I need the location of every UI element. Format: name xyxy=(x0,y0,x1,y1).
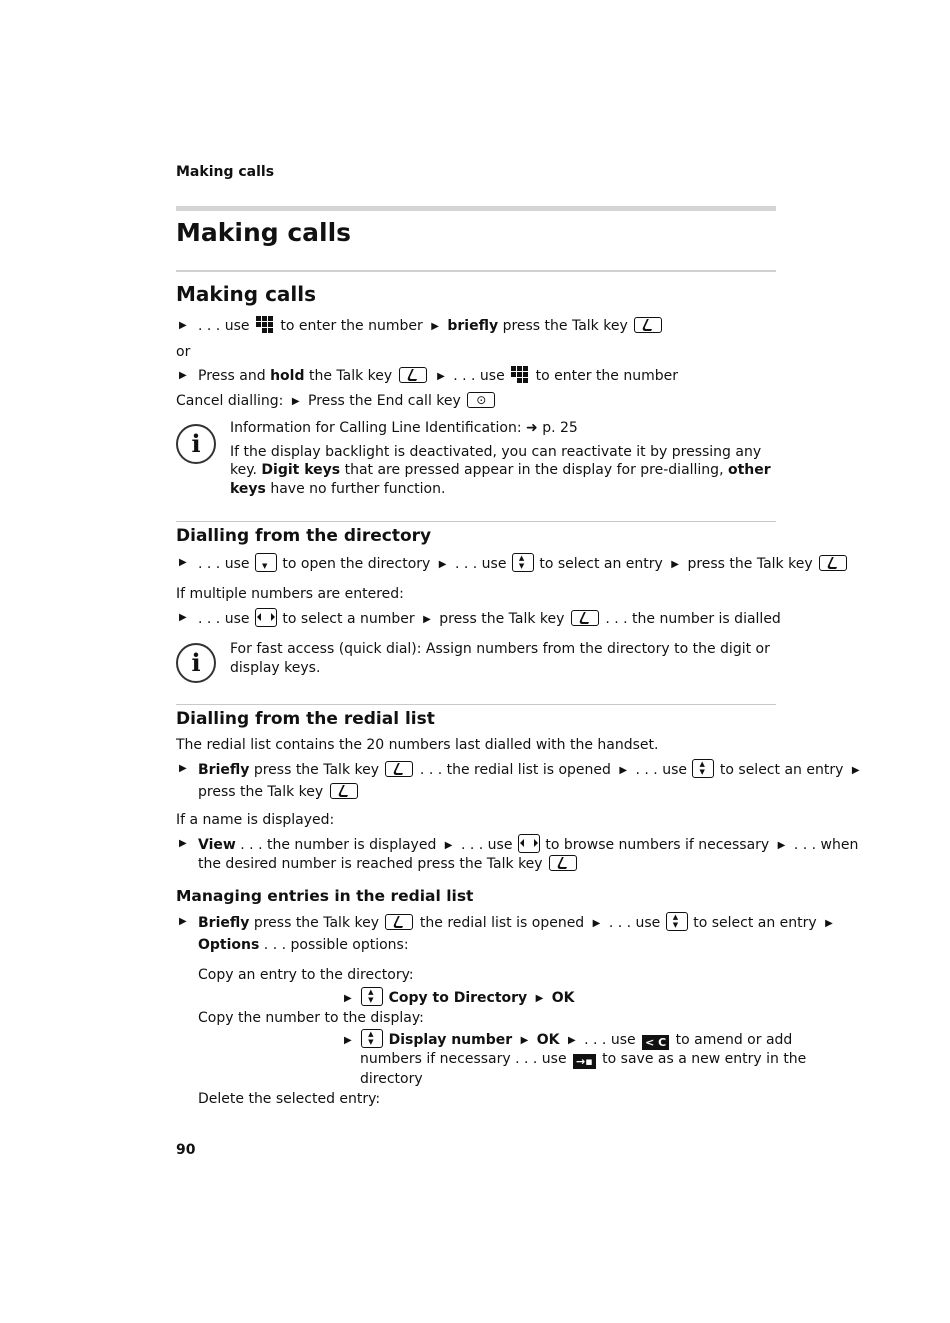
end-call-key-icon xyxy=(467,392,495,408)
talk-key-icon xyxy=(330,783,358,799)
arrow-icon: ▶ xyxy=(520,1035,529,1046)
bullet-arrow-icon: ▶ xyxy=(179,370,187,381)
bullet-arrow-icon: ▶ xyxy=(179,763,187,774)
copy-number-step: ▶ ▲ ▼ Display number ▶ OK ▶ . . . use < C to amend or add numbers if necessary . . . use →▪ to save as a new entry in the directory xyxy=(340,1029,776,1091)
section-title-making-calls: Making calls xyxy=(176,282,317,306)
step-open-redial: ▶ Briefly press the Talk key . . . the redial list is opened ▶ . . . use ▲ ▼ to select an entry ▶ press the Talk key xyxy=(176,759,776,803)
arrow-icon: ▶ xyxy=(619,765,628,776)
section-rule xyxy=(176,521,776,522)
reference-arrow-icon: ➜ xyxy=(526,420,538,436)
or-text: or xyxy=(176,344,191,360)
copy-entry-step: ▶ ▲ ▼ Copy to Directory ▶ OK xyxy=(340,987,575,1009)
control-key-left-right-icon xyxy=(518,834,540,853)
arrow-icon: ▶ xyxy=(344,1035,352,1046)
delete-entry-label: Delete the selected entry: xyxy=(198,1091,381,1107)
chapter-title: Making calls xyxy=(176,218,352,247)
arrow-icon: ▶ xyxy=(851,765,860,776)
arrow-icon: ▶ xyxy=(344,993,352,1004)
keypad-icon xyxy=(511,366,529,384)
bullet-arrow-icon: ▶ xyxy=(179,916,187,927)
arrow-icon: ▶ xyxy=(592,918,601,929)
arrow-icon: ▶ xyxy=(437,371,445,382)
chapter-rule xyxy=(176,206,776,211)
talk-key-icon xyxy=(634,317,662,333)
arrow-icon: ▶ xyxy=(777,840,786,851)
multiple-numbers-text: If multiple numbers are entered: xyxy=(176,586,404,602)
name-displayed-text: If a name is displayed: xyxy=(176,812,335,828)
arrow-icon: ▶ xyxy=(291,396,300,407)
section-rule xyxy=(176,270,776,272)
arrow-icon: ▶ xyxy=(431,321,439,332)
step-select-number: ▶ . . . use to select a number ▶ press the Talk key . . . the number is dialled xyxy=(176,608,776,628)
bullet-arrow-icon: ▶ xyxy=(179,557,187,568)
arrow-icon: ▶ xyxy=(825,918,833,929)
talk-key-icon xyxy=(399,367,427,383)
control-key-up-down-icon xyxy=(692,759,714,778)
info-icon: i xyxy=(176,643,216,683)
running-header: Making calls xyxy=(176,164,275,180)
control-key-left-right-icon xyxy=(255,608,277,627)
bullet-arrow-icon: ▶ xyxy=(179,838,187,849)
redial-intro: The redial list contains the 20 numbers last dialled with the handset. xyxy=(176,737,659,753)
section-title-redial: Dialling from the redial list xyxy=(176,709,435,729)
arrow-icon: ▶ xyxy=(423,614,431,625)
arrow-icon: ▶ xyxy=(444,840,453,851)
talk-key-icon xyxy=(819,555,847,571)
subsection-title-manage: Managing entries in the redial list xyxy=(176,887,474,905)
talk-key-icon xyxy=(571,610,599,626)
keypad-icon xyxy=(256,316,274,334)
copy-entry-label: Copy an entry to the directory: xyxy=(198,967,414,983)
step-use-keypad: ▶ . . . use to enter the number ▶ briefly press the Talk key xyxy=(176,316,776,336)
bullet-arrow-icon: ▶ xyxy=(179,612,187,623)
info-note-quick-dial: For fast access (quick dial): Assign numbers from the directory to the digit or display keys. xyxy=(230,641,770,676)
control-key-down-icon xyxy=(255,553,277,572)
info-note-clip: Information for Calling Line Identification: ➜ p. 25 If the display backlight is deactivated, you can reactivate it by pressing any key. Digit keys that are pressed appear in the display for pre-dialling, other keys have no further function. xyxy=(230,420,771,497)
bullet-arrow-icon: ▶ xyxy=(179,320,187,331)
info-icon: i xyxy=(176,424,216,464)
step-manage-open: ▶ Briefly press the Talk key the redial list is opened ▶ . . . use ▲ ▼ to select an entry ▶ Options . . . possible options: xyxy=(176,912,776,956)
control-key-up-down-icon xyxy=(361,1029,383,1048)
step-hold-talk-key: ▶ Press and hold the Talk key ▶ . . . use to enter the number xyxy=(176,366,776,386)
cancel-dialling-line: Cancel dialling: ▶ Press the End call key ⊙ xyxy=(176,391,497,412)
talk-key-icon xyxy=(549,855,577,871)
arrow-icon: ▶ xyxy=(671,559,679,570)
page-number: 90 xyxy=(176,1142,196,1158)
talk-key-icon xyxy=(385,914,413,930)
arrow-icon: ▶ xyxy=(567,1035,576,1046)
control-key-up-down-icon xyxy=(361,987,383,1006)
control-key-up-down-icon xyxy=(512,553,534,572)
save-to-directory-key-icon: →▪ xyxy=(573,1054,596,1069)
copy-number-label: Copy the number to the display: xyxy=(198,1010,424,1026)
arrow-icon: ▶ xyxy=(535,993,544,1004)
backspace-key-icon: < C xyxy=(642,1035,669,1050)
talk-key-icon xyxy=(385,761,413,777)
section-rule xyxy=(176,704,776,705)
section-title-directory: Dialling from the directory xyxy=(176,526,432,546)
step-view-number: ▶ View . . . the number is displayed ▶ . . . use to browse numbers if necessary ▶ . . . when the desired number is reached press the Talk key xyxy=(176,834,776,876)
arrow-icon: ▶ xyxy=(438,559,447,570)
control-key-up-down-icon xyxy=(666,912,688,931)
step-open-directory: ▶ . . . use ▼ to open the directory ▶ . . . use ▲ ▼ to select an entry ▶ press the Talk key xyxy=(176,553,776,573)
